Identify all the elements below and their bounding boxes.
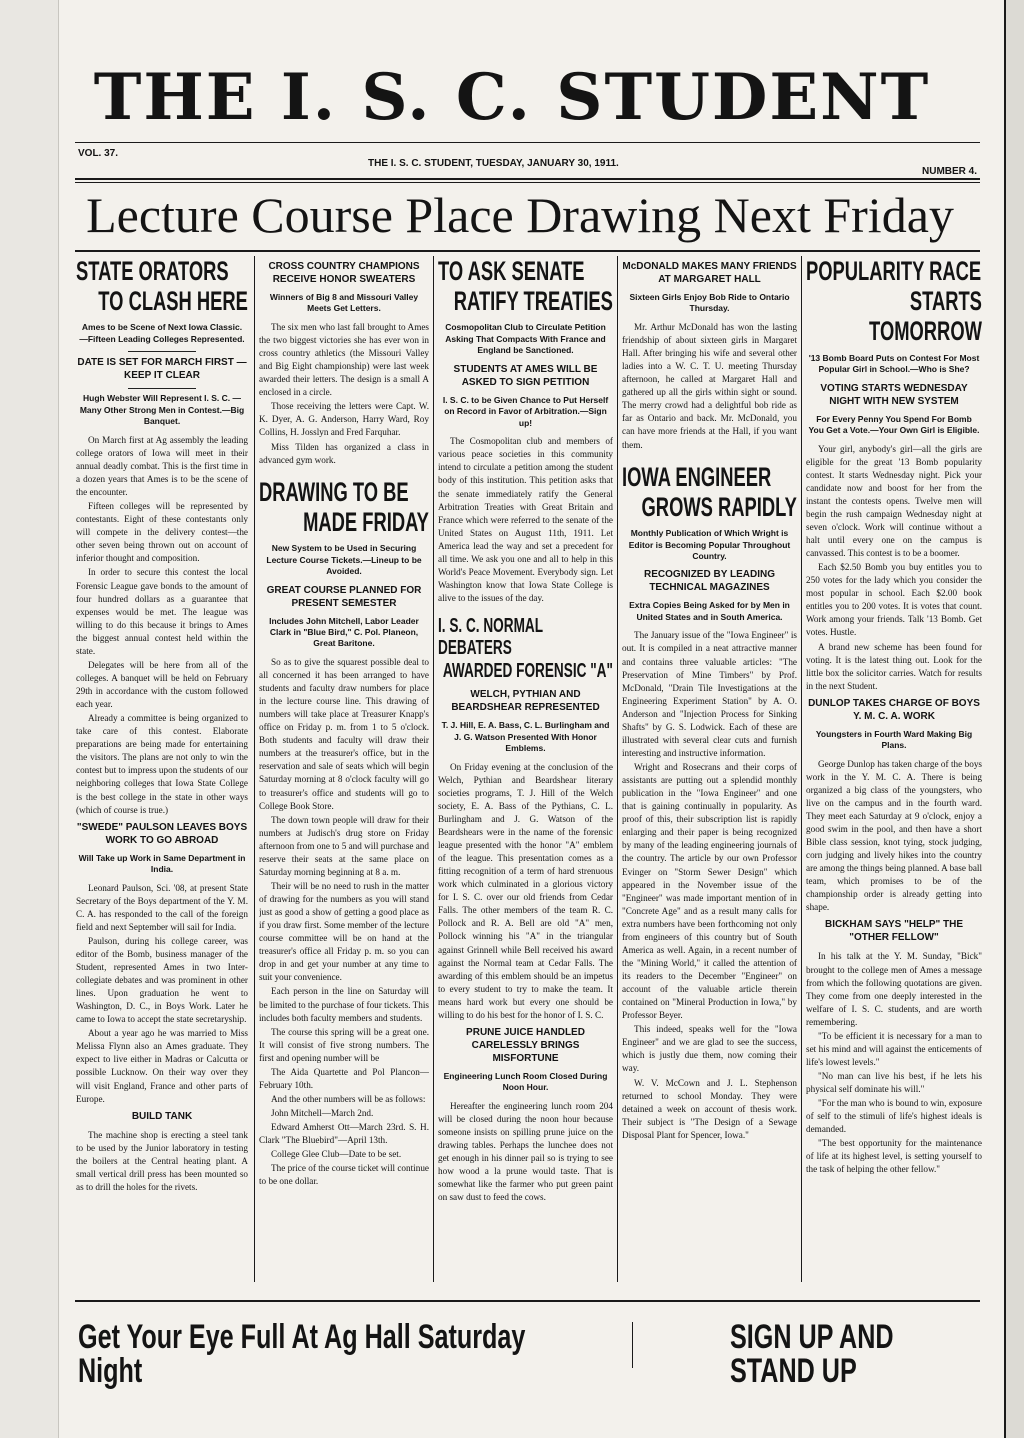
article-headline: IOWA ENGINEER GROWS RAPIDLY: [622, 461, 797, 522]
column-2: [259, 256, 429, 1281]
article-headline: CROSS COUNTRY CHAMPIONS RECEIVE HONOR SWEATERS: [268, 261, 420, 285]
masthead-rule-top: [75, 142, 980, 143]
article-deck: Winners of Big 8 and Missouri Valley Meets Get Letters.: [269, 292, 419, 314]
article-deck: Youngsters in Fourth Ward Making Big Plans.: [815, 728, 973, 751]
article-paragraph: The machine shop is erecting a steel tank to be used by the Junior laboratory in testing the boilers at the Central heating plant. A small vertical drill press has been mounted so as to drill the holes for the rivets.: [76, 1129, 248, 1192]
article-deck: Monthly Publication of Which Wright is Editor is Becoming Popular Throughout Country.: [628, 528, 791, 561]
article-paragraph: The Cosmopolitan club and members of various peace societies in this community intend to circulate a petition among the student body of this institution. This petition asks that the senate immediately ratify the General Arbitration Treaties with Great Britain and France which were referred to the senate of the United States on August 11th, 1911. Let America lead the way and set a precedent for all time. We ask you one and all to help in this World's Peace Movement. Everybody sign. Let Washington know that Iowa State College is alive to the issues of the day.: [438, 436, 613, 604]
column-1: [76, 256, 248, 1281]
article-paragraph: The six men who last fall brought to Ames the two biggest victories she has ever won in cross country athletics (the Missouri Valley and Big Eight championship) were last week awarded their letters. The design is a small A enclosed in a circle.: [259, 321, 429, 398]
article-deck: Engineering Lunch Room Closed During Noon Hour.: [443, 1070, 608, 1093]
article-paragraph: John Mitchell—March 2nd.: [271, 1108, 374, 1119]
article-paragraph: A brand new scheme has been found for voting. It is the latest thing out. Look for the little box the solicitor carries. Watch for results in the next Student.: [806, 641, 982, 691]
article-deck: Hugh Webster Will Represent I. S. C. —Many Other Strong Men in Contest.—Big Banquet.: [79, 393, 245, 427]
column-5: [806, 256, 982, 1281]
dateline-rule-thin: [75, 182, 980, 183]
article-deck: Extra Copies Being Asked for by Men in United States and in South America.: [629, 600, 790, 622]
article-deck: I. S. C. to be Given Chance to Put Herself on Record in Favor of Arbitration.—Sign up!: [442, 394, 609, 428]
article-headline: POPULARITY RACE STARTS TOMORROW: [806, 256, 982, 347]
article-paragraph: The course this spring will be a great one. It will consist of five strong numbers. The first and opening number will be: [259, 1026, 429, 1063]
article-deck: Sixteen Girls Enjoy Bob Ride to Ontario Thursday.: [629, 292, 790, 314]
article-paragraph: Each person in the line on Saturday will be limited to the purchase of four tickets. This includes both faculty members and students.: [259, 986, 429, 1023]
article-paragraph: Delegates will be here from all of the colleges. A banquet will be held on February 29th in accordance with the custom followed each year.: [76, 659, 248, 710]
article-paragraph: Those receiving the letters were Capt. W. K. Dyer, A. G. Anderson, Harry Ward, Roy Collins, H. Josslyn and Fred Farquhar.: [259, 401, 429, 438]
bottom-banner-right: SIGN UP AND STAND UP: [730, 1318, 894, 1390]
column-rule: [801, 256, 802, 1282]
article-headline: TO ASK SENATE RATIFY TREATIES: [438, 256, 613, 317]
divider: [128, 388, 197, 389]
article-paragraph: Hereafter the engineering lunch room 204 will be closed during the noon hour because someone insists on spilling prune juice on the drawing tables. Perhaps the lunchee does not get enough in his dinner pail so is trying to see how wood a la prune would taste. That is somewhat like the farmer who put green paint on saw dust to feed the cows.: [438, 1100, 613, 1203]
article-paragraph: So as to give the squarest possible deal to all concerned it has been arranged to have students and faculty draw numbers for place in the lecture course line. This drawing of numbers will take place at Treasurer Knapp's office on Friday p. m. from 1 to 5 o'clock. Both students and faculty will draw their numbers at the treasurer's office, but in the reservation and sale of seats which will begin Saturday morning at 8 o'clock faculty will go to treasurer's office and students will go to College Book Store.: [259, 656, 429, 811]
banner-separator: [632, 1322, 633, 1368]
main-headline: Lecture Course Place Drawing Next Friday: [86, 187, 954, 243]
article-deck: T. J. Hill, E. A. Bass, C. L. Burlingham and J. G. Watson Presented With Honor Emblems.: [441, 720, 610, 754]
article-paragraph: The price of the course ticket will continue to be one dollar.: [259, 1163, 429, 1187]
article-subhead: DATE IS SET FOR MARCH FIRST —KEEP IT CLEAR: [77, 357, 247, 382]
article-paragraph: About a year ago he was married to Miss Melissa Flynn also an Ames graduate. They expect to live either in Madras or Calcutta or possible Lucknow. On their way over they will visit England, France and other parts of Europe.: [76, 1028, 248, 1104]
article-paragraph: "To be efficient it is necessary for a man to set his mind and will against the enticements of life's lowest levels.": [806, 1030, 982, 1067]
masthead: THE I. S. C. STUDENT: [93, 60, 931, 135]
article-paragraph: Paulson, during his college career, was editor of the Bomb, business manager of the Student, represented Ames in two Inter-collegiate debates and was prominent in other lines. Upon graduation he went to Washington, D. C., in Boys Work. Later he came to Iowa to accept the state secretaryship.: [76, 935, 248, 1025]
column-rule: [254, 256, 255, 1282]
article-paragraph: "The best opportunity for the maintenance of life at its highest level, is setting yourself to the task of helping the other fellow.": [806, 1138, 982, 1175]
article-deck: For Every Penny You Spend For Bomb You Get a Vote.—Your Own Girl is Eligible.: [808, 413, 980, 436]
article-headline: PRUNE JUICE HANDLED CARELESSLY BRINGS MISFORTUNE: [466, 1026, 585, 1064]
article-deck: Ames to be Scene of Next Iowa Classic.—Fifteen Leading Colleges Represented.: [79, 322, 245, 344]
volume-label: VOL. 37.: [78, 148, 119, 159]
article-paragraph: "For the man who is bound to win, exposure of self to the stimuli of life's highest ideals is demanded.: [806, 1098, 982, 1135]
article-paragraph: Miss Tilden has organized a class in advanced gym work.: [259, 441, 429, 465]
article-headline: "SWEDE" PAULSON LEAVES BOYS WORK TO GO ABROAD: [76, 821, 248, 846]
article-paragraph: And the other numbers will be as follows:: [271, 1093, 426, 1104]
article-headline: BICKHAM SAYS "HELP" THE "OTHER FELLOW": [824, 919, 964, 944]
article-subhead: RECOGNIZED BY LEADING TECHNICAL MAGAZINES: [644, 569, 775, 594]
article-deck: Cosmopolitan Club to Circulate Petition Asking That Compacts With France and England be Sanctioned.: [445, 322, 606, 356]
article-deck: New System to be Used in Securing Lecture Course Tickets.—Lineup to be Avoided.: [266, 543, 422, 577]
article-paragraph: "No man can live his best, if he lets his physical self dominate his will.": [806, 1071, 982, 1095]
article-headline: I. S. C. NORMAL DEBATERS AWARDED FORENSIC "A": [438, 615, 613, 682]
issue-number: NUMBER 4.: [922, 166, 978, 177]
article-paragraph: College Glee Club—Date to be set.: [271, 1149, 402, 1160]
article-subhead: GREAT COURSE PLANNED FOR PRESENT SEMESTER: [266, 584, 422, 609]
page-edge: [1004, 0, 1024, 1438]
article-headline: McDONALD MAKES MANY FRIENDS AT MARGARET HALL: [622, 261, 797, 285]
article-paragraph: Already a committee is being organized to take care of this contest. Elaborate preparations are being made for entertaining the visitors. The plans are not only to win the contest but to impress upon the students of our neighboring colleges that Iowa State College is the best college in the state in other ways (which of course is true.): [76, 713, 248, 815]
column-4: [622, 256, 797, 1281]
article-paragraph: Their will be no need to rush in the matter of drawing for the numbers as you will stand just as good a show of getting a good place as if you draw first. Some member of the lecture course committee will be on hand at the treasurer's office all Friday p. m. so you can drop in and get your number at any time to suit your convenience.: [259, 880, 429, 983]
article-paragraph: On Friday evening at the conclusion of the Welch, Pythian and Beardshear literary societies programs, T. J. Hill of the Welch society, E. A. Bass of the Pythians, C. L. Burlingham and J. G. Watson of the Beardshears were in the name of the forensic league presented with the honor "A" emblem of the league. This presentation comes as a fitting recognition of a term of hard strenuous work which culminated in a glorious victory for I. S. C. over our old friends from Cedar Falls. The other members of the team R. C. Pollock and R. A. Bell are old "A" men, Pollock winning his "A" in the triangular against Grinnell while Bell received his award against the Normal team at Cedar Falls. The awarding of this emblem should be an impetus to every student to try to make the team. It means hard work but every one should be willing to do his best for the honor of I. S. C.: [438, 761, 613, 1020]
article-paragraph: W. V. McCown and J. L. Stephenson returned to school Monday. They were detained a week on account of thesis work. Their subject is "The Design of a Sewage Disposal Plant for Spencer, Iowa.": [622, 1077, 797, 1140]
article-deck: '13 Bomb Board Puts on Contest For Most Popular Girl in School.—Who is She?: [808, 352, 980, 375]
article-paragraph: In order to secure this contest the local Forensic League gave bonds to the amount of four hundred dollars as a guarantee that expenses would be met. The league was willing to do this because it brings to Ames the biggest annual contest held within the state.: [76, 567, 248, 656]
article-paragraph: Each $2.50 Bomb you buy entitles you to 250 votes for the lady which you consider the most popular in school. Each $2.00 book entitles you to 200 votes. It is votes that count. Work among your friends. Talk '13 Bomb. Get votes. Hustle.: [806, 562, 982, 638]
article-paragraph: In his talk at the Y. M. Sunday, "Bick" brought to the college men of Ames a message from which the following quotations are given. They come from one deeply interested in the welfare of I. S. C. students, and are worth remembering.: [806, 951, 982, 1027]
column-rule: [433, 256, 434, 1282]
dateline-rule: [75, 178, 980, 180]
article-paragraph: Your girl, anybody's girl—all the girls are eligible for the great '13 Bomb popularity contest. It starts Wednesday night. Pick your candidate now and boost for her from the instant the contests opens. Twelve men will begin the rush campaign Wednesday night at seven o'clock. Work will continue without a halt until every one on the campus is canvassed. This contest is to be a boomer.: [806, 443, 982, 559]
article-headline: BUILD TANK: [131, 1110, 193, 1122]
article-paragraph: On March first at Ag assembly the leading college orators of Iowa will meet in their annual deadly combat. This is the first time in a dozen years that Ames is to be the scene of the encounter.: [76, 434, 248, 498]
article-paragraph: The Aida Quartette and Pol Plancon—February 10th.: [259, 1066, 429, 1090]
article-paragraph: George Dunlop has taken charge of the boys work in the Y. M. C. A. There is being organized a big class of the youngsters, who live on the campus and in the fourth ward. They meet each Saturday at 9 o'clock, enjoy a good swim in the pool, and then have a short Bible class session, knot tying, stock judging, corn judging and lively hikes into the country are among the things being planned. A base ball team, which promises to be of the championship order is already getting into shape.: [806, 758, 982, 913]
article-paragraph: Mr. Arthur McDonald has won the lasting friendship of about sixteen girls in Margaret Hall. After bringing his wife and several other ladies into a W. C. T. U. meeting Thursday afternoon, he called at Margaret Hall and gathered up all the girls within sight or sound. The merry crowd had a delightful bob ride as far as Ontario and back. Mr. McDonald, you can have more friends at the Hall, if you want them.: [622, 321, 797, 450]
banner-rule: [75, 1300, 980, 1302]
article-subhead: STUDENTS AT AMES WILL BE ASKED TO SIGN PETITION: [453, 363, 598, 388]
article-paragraph: Fifteen colleges will be represented by contestants. Eight of these contestants only will compete in the delivery contest—the other seven being thrown out on account of inferior thought and composition.: [76, 501, 248, 564]
article-headline: DUNLOP TAKES CHARGE OF BOYS Y. M. C. A. WORK: [808, 697, 980, 722]
article-headline: STATE ORATORS TO CLASH HERE: [76, 256, 248, 317]
column-rule: [617, 256, 618, 1282]
article-subhead: WELCH, PYTHIAN AND BEARDSHEAR REPRESENTED: [451, 689, 600, 714]
article-paragraph: This indeed, speaks well for the "Iowa Engineer" and we are glad to see the success, which is justly due them, now coming their way.: [622, 1024, 797, 1074]
divider: [128, 351, 197, 352]
article-subhead: VOTING STARTS WEDNESDAY NIGHT WITH NEW SYSTEM: [820, 382, 968, 407]
headline-rule: [75, 250, 980, 252]
column-3: [438, 256, 613, 1281]
article-paragraph: Wright and Rosecrans and their corps of assistants are putting out a splendid monthly publication in the "Iowa Engineer" and one that is gaining continually in popularity. As proof of this, their subscription list is rapidly enlarging and their paper is being recognized by many of the leading engineering journals of the country. The article by our own Professor Evinger on "Storm Sewer Design" which appeared in the November issue of the "Engineer" was made important mention of in "Concrete Age" and as a result many calls for extra numbers have been forthcoming not only from engineers of this country but of South America as well. Again, in a recent number of the "Mining World," it called the attention of its readers to the December "Engineer" on account of the valuable article therein contained on "Mineral Production in Iowa," by Professor Beyer.: [622, 762, 797, 1021]
dateline-center: THE I. S. C. STUDENT, TUESDAY, JANUARY 30, 1911.: [368, 158, 619, 169]
article-deck: Includes John Mitchell, Labor Leader Clark in "Blue Bird," C. Pol. Planeon, Great Baritone.: [269, 615, 419, 649]
article-paragraph: The down town people will draw for their numbers at Judisch's drug store on Friday afternoon from one to 5 and will purchase and reserve their seats at the same place on Saturday morning beginning at 8 a. m.: [259, 814, 429, 877]
article-paragraph: The January issue of the "Iowa Engineer" is out. It is compiled in a neat attractive manner and contains three valuable articles: "The Preservation of Mine Timbers" by Prof. McDonald, "Drain Tile Investigations at the Engineering Experiment Station" by A. O. Anderson and "Injection Process for Sinking Shafts" by G. S. Lodwick. Each of these are illustrated with several clear cuts and furnish interesting and instructive information.: [622, 630, 797, 758]
article-headline: DRAWING TO BE MADE FRIDAY: [259, 476, 429, 537]
bottom-banner-left: Get Your Eye Full At Ag Hall Saturday Night: [78, 1318, 526, 1390]
article-paragraph: Leonard Paulson, Sci. '08, at present State Secretary of the Boys department of the Y. M. C. A. has responded to the call of the foreign field and next September will sail for India.: [76, 882, 248, 932]
article-paragraph: Edward Amherst Ott—March 23rd. S. H. Clark "The Bluebird"—April 13th.: [259, 1122, 429, 1146]
article-deck: Will Take up Work in Same Department in India.: [78, 852, 246, 875]
